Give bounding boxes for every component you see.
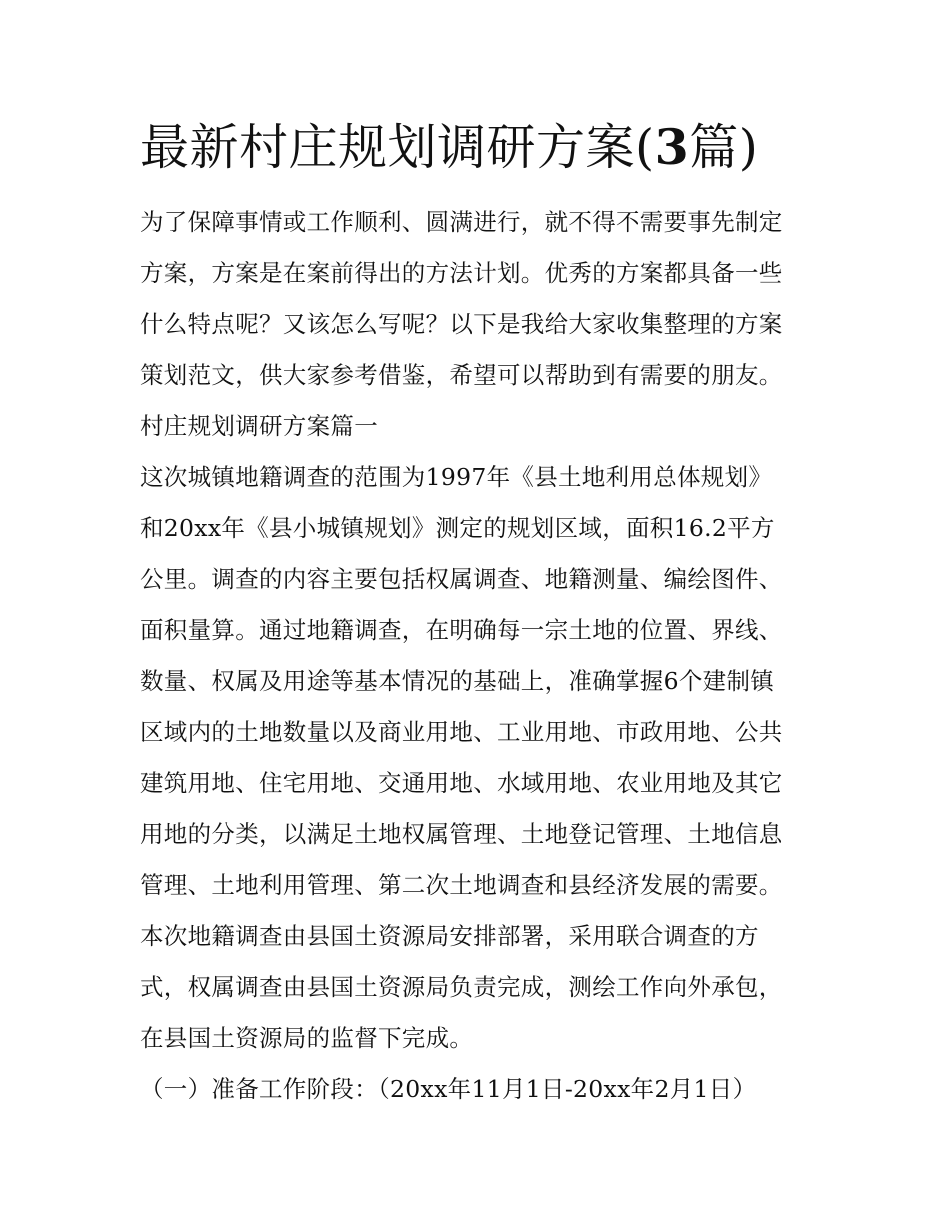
- body-line-11: 式，权属调查由县国土资源局负责完成，测绘工作向外承包，: [140, 973, 783, 1001]
- body-line-4: 面积量算。通过地籍调查，在明确每一宗土地的位置、界线、: [140, 616, 783, 644]
- body-line-10: 本次地籍调查由县国土资源局安排部署，采用联合调查的方: [140, 922, 759, 950]
- body-line-7: 建筑用地、住宅用地、交通用地、水域用地、农业用地及其它: [140, 769, 783, 797]
- document-title: [140, 112, 758, 183]
- section-heading: 村庄规划调研方案篇一: [140, 412, 378, 440]
- intro-line-2: 方案，方案是在案前得出的方法计划。优秀的方案都具备一些: [140, 259, 783, 287]
- body-line-9: 管理、土地利用管理、第二次土地调查和县经济发展的需要。: [140, 871, 783, 899]
- body-line-1: 这次城镇地籍调查的范围为1997年《县土地利用总体规划》: [140, 463, 773, 491]
- intro-line-3: 什么特点呢？又该怎么写呢？以下是我给大家收集整理的方案: [140, 310, 783, 338]
- intro-line-1: 为了保障事情或工作顺利、圆满进行，就不得不需要事先制定: [140, 208, 783, 236]
- body-line-12: 在县国土资源局的监督下完成。: [140, 1024, 474, 1052]
- body-line-6: 区域内的土地数量以及商业用地、工业用地、市政用地、公共: [140, 718, 783, 746]
- title-number: 3: [654, 118, 690, 176]
- body-line-5: 数量、权属及用途等基本情况的基础上，准确掌握6个建制镇: [140, 667, 775, 695]
- body-line-3: 公里。调查的内容主要包括权属调查、地籍测量、编绘图件、: [140, 565, 783, 593]
- body-line-2: 和20xx年《县小城镇规划》测定的规划区域，面积16.2平方: [140, 514, 775, 542]
- title-tail: 篇): [689, 119, 759, 176]
- title-main: 最新村庄规划调研方案(: [140, 119, 655, 176]
- stage-heading: （一）准备工作阶段：（20xx年11月1日-20xx年2月1日）: [140, 1075, 757, 1103]
- intro-line-4: 策划范文，供大家参考借鉴，希望可以帮助到有需要的朋友。: [140, 361, 783, 389]
- body-line-8: 用地的分类，以满足土地权属管理、土地登记管理、土地信息: [140, 820, 783, 848]
- document-body: [140, 197, 840, 1115]
